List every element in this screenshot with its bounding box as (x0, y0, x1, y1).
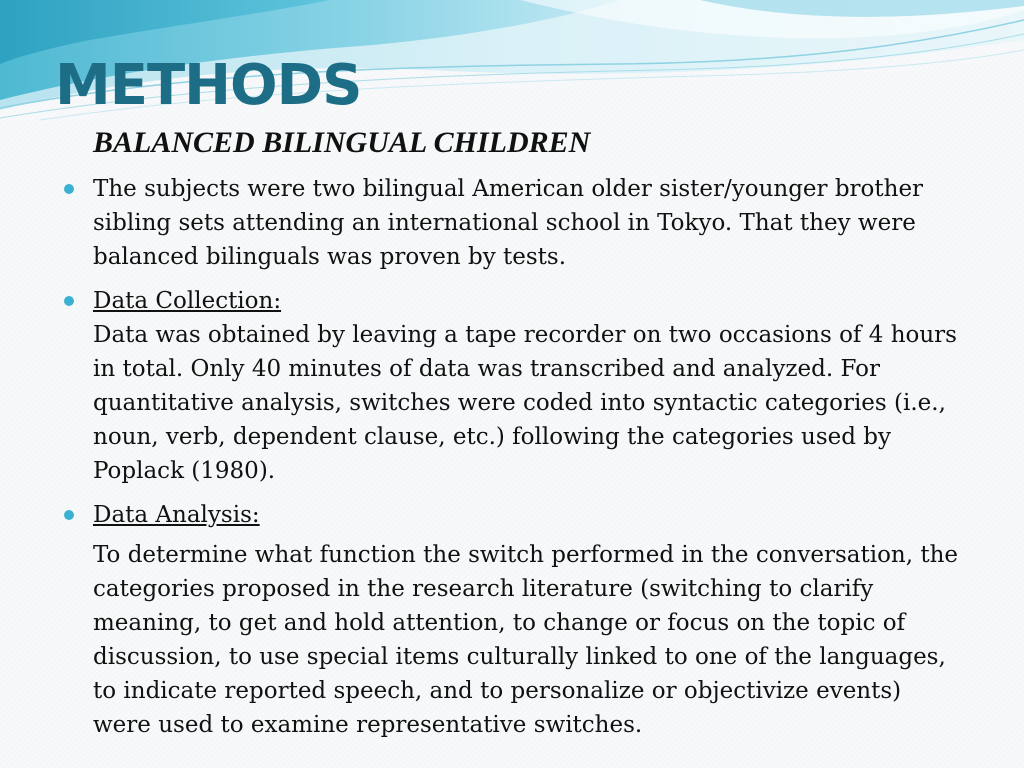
bullet-heading: Data Analysis: (93, 502, 260, 528)
bullet-dot-icon (64, 184, 74, 194)
bullet-dot-icon (64, 510, 74, 520)
bullet-text: Data was obtained by leaving a tape recorder on two occasions of 4 hours in total. Only 40 minutes of data was transcribed and analyzed. For quantitative analysis, switches were coded into syntactic categories (i.e., noun, verb, dependent clause, etc.) following the categories used by Poplack (1980). (93, 322, 957, 484)
slide-title: METHODS (55, 53, 362, 118)
slide-subtitle: BALANCED BILINGUAL CHILDREN (93, 126, 591, 159)
bullet-heading: Data Collection: (93, 288, 282, 314)
bullet-list (60, 172, 960, 752)
bullet-data-collection (60, 284, 960, 488)
bullet-subjects (60, 172, 960, 274)
bullet-data-analysis (60, 498, 960, 742)
bullet-text: To determine what function the switch performed in the conversation, the categories proposed in the research literature (switching to clarify meaning, to get and hold attention, to change or focus on the topic of discussion, to use special items culturally linked to one of the languages, to indicate reported speech, and to personalize or objectivize events) were used to examine representative switches. (93, 542, 959, 738)
bullet-text: The subjects were two bilingual American older sister/younger brother sibling sets attending an international school in Tokyo. That they were balanced bilinguals was proven by tests. (93, 176, 924, 270)
bullet-dot-icon (64, 296, 74, 306)
